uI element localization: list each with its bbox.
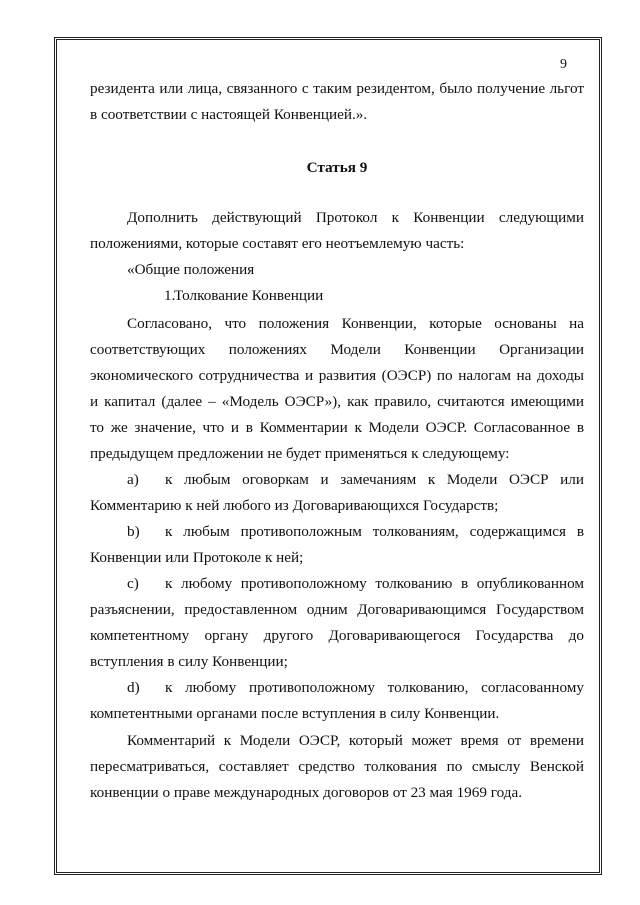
list-item-c	[90, 571, 584, 675]
list-item-d	[90, 675, 584, 727]
text-line: предыдущем предложении не будет применяться к следующему:	[90, 445, 510, 462]
text-line: Согласовано, что положения Конвенции, которые основаны на	[127, 315, 584, 332]
text-line: конвенции о праве международных договоров от 23 мая 1969 года.	[90, 784, 523, 801]
text-line	[90, 283, 584, 309]
text-line: пересматриваться, составляет средство толкования по смыслу Венской	[90, 758, 584, 775]
text-line: компетентному органу другого Договаривающегося Государства до	[90, 627, 584, 644]
item-marker: b)	[127, 523, 140, 540]
page-number: 9	[560, 57, 567, 72]
list-item-a	[90, 467, 584, 519]
text-line: соответствующих положениях Модели Конвенции Организации	[90, 341, 584, 358]
text-line: вступления в силу Конвенции;	[90, 653, 288, 670]
item-text: к любому противоположному толкованию, согласованному	[165, 679, 584, 696]
paragraph-interpretation	[90, 311, 584, 467]
item-text: к любым противоположным толкованиям, содержащимся в	[165, 523, 584, 540]
item-marker: c)	[127, 575, 139, 592]
text-line	[90, 675, 584, 701]
text-line: компетентными органами после вступления в силу Конвенции.	[90, 705, 500, 722]
item-text: к любым оговоркам и замечаниям к Модели ОЭСР или	[165, 471, 584, 488]
text-line	[90, 519, 584, 545]
text-line: Комментарию к ней любого из Договаривающихся Государств;	[90, 497, 499, 514]
text-line	[90, 571, 584, 597]
text-line: и капитал (далее – «Модель ОЭСР»), как правило, считаются имеющими	[90, 393, 584, 410]
text-line: положениями, которые составят его неотъемлемую часть:	[90, 235, 465, 252]
item-marker: d)	[127, 679, 140, 696]
general-provisions-heading	[90, 257, 584, 283]
text-line: в соответствии с настоящей Конвенцией.».	[90, 106, 368, 123]
text-line: Конвенции или Протоколе к ней;	[90, 549, 304, 566]
text-line: резидента или лица, связанного с таким резидентом, было получение льгот	[90, 80, 584, 97]
section-title: Толкование Конвенции	[174, 287, 324, 304]
intro-paragraph	[90, 76, 584, 128]
text-line: разъяснении, предоставленном одним Договаривающимся Государством	[90, 601, 584, 618]
item-marker: a)	[127, 471, 139, 488]
section-number: 1.	[164, 287, 176, 304]
text-line: Комментарий к Модели ОЭСР, который может время от времени	[127, 732, 584, 749]
paragraph-amend-protocol	[90, 205, 584, 257]
text-line: то же значение, что и в Комментарии к Модели ОЭСР. Согласованное в	[90, 419, 584, 436]
article-title: Статья 9	[306, 159, 368, 176]
list-item-b	[90, 519, 584, 571]
paragraph-commentary	[90, 728, 584, 806]
item-text: к любому противоположному толкованию в опубликованном	[165, 575, 584, 592]
text-line	[90, 467, 584, 493]
text-line: экономического сотрудничества и развития (ОЭСР) по налогам на доходы	[90, 367, 584, 384]
section-heading	[90, 283, 584, 309]
text-line: «Общие положения	[127, 261, 255, 278]
text-line: Дополнить действующий Протокол к Конвенции следующими	[127, 209, 584, 226]
